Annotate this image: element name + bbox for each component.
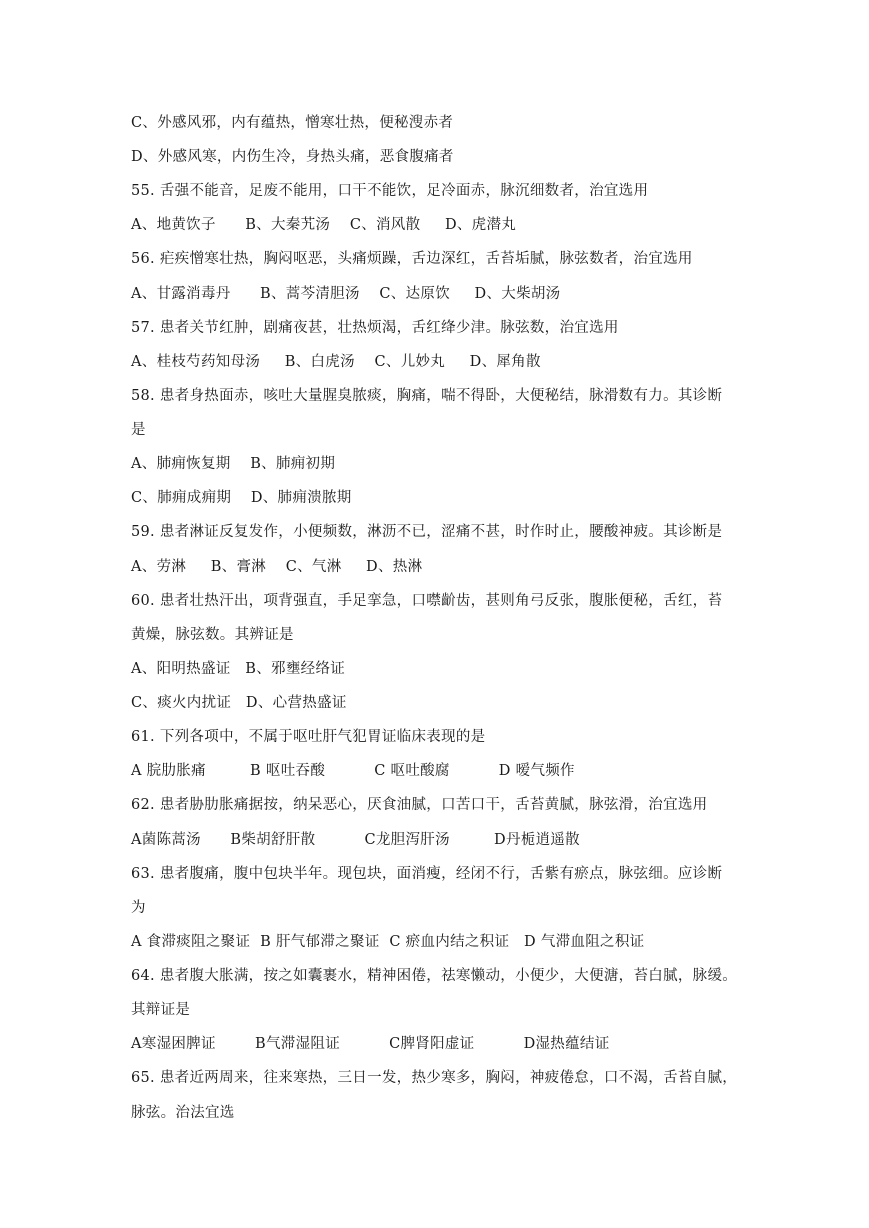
question-57: 57. 患者关节红肿，剧痛夜甚，壮热烦渴，舌红绛少津。脉弦数，治宜选用 (131, 320, 619, 336)
text-line: D、外感风寒，内伤生冷，身热头痛，恶食腹痛者 (131, 149, 454, 165)
question-65: 65. 患者近两周来，往来寒热，三日一发，热少寒多，胸闷，神疲倦怠，口不渴，舌苔自腻， (131, 1070, 738, 1086)
question-62: 62. 患者胁肋胀痛据按，纳呆恶心，厌食油腻，口苦口干，舌苔黄腻，脉弦滑，治宜选用 (131, 797, 708, 813)
question-56: 56. 疟疾憎寒壮热，胸闷呕恶，头痛烦躁，舌边深红，舌苔垢腻，脉弦数者，治宜选用 (131, 251, 693, 267)
question-58-cont: 是 (131, 422, 146, 438)
question-60: 60. 患者壮热汗出，项背强直，手足挛急，口噤齘齿，甚则角弓反张，腹胀便秘，舌红，苔 (131, 593, 723, 609)
options-63: A 食滞痰阻之聚证 B 肝气郁滞之聚证 C 瘀血内结之积证 D 气滞血阻之积证 (131, 934, 645, 950)
options-58: A、肺痈恢复期 B、肺痈初期 (131, 456, 336, 472)
options-57: A、桂枝芍药知母汤 B、白虎汤 C、儿妙丸 D、犀角散 (131, 354, 541, 370)
question-55: 55. 舌强不能音，足废不能用，口干不能饮，足冷面赤，脉沉细数者，治宜选用 (131, 183, 649, 199)
question-60-cont: 黄燥，脉弦数。其辨证是 (131, 627, 294, 643)
options-56: A、甘露消毒丹 B、蒿芩清胆汤 C、达原饮 D、大柴胡汤 (131, 286, 561, 302)
options-59: A、劳淋 B、膏淋 C、气淋 D、热淋 (131, 559, 423, 575)
options-62: A菌陈蒿汤 B柴胡舒肝散 C龙胆泻肝汤 D丹栀逍遥散 (131, 832, 580, 848)
options-55: A、地黄饮子 B、大秦艽汤 C、消风散 D、虎潜丸 (131, 217, 517, 233)
options-61: A 脘肋胀痛 B 呕吐吞酸 C 呕吐酸腐 D 嗳气频作 (131, 763, 575, 779)
text-line: C、外感风邪，内有蕴热，憎寒壮热，便秘溲赤者 (131, 115, 454, 131)
question-64: 64. 患者腹大胀满，按之如囊裹水，精神困倦，祛寒懒动，小便少，大便溏，苔白腻，脉缓。 (131, 968, 738, 984)
options-60: C、痰火内扰证 D、心营热盛证 (131, 695, 347, 711)
question-63: 63. 患者腹痛，腹中包块半年。现包块，面消瘦，经闭不行，舌紫有瘀点，脉弦细。应诊断 (131, 866, 723, 882)
options-60: A、阳明热盛证 B、邪壅经络证 (131, 661, 346, 677)
question-59: 59. 患者淋证反复发作，小便频数，淋沥不已，涩痛不甚，时作时止，腰酸神疲。其诊断是 (131, 524, 723, 540)
options-58: C、肺痈成痈期 D、肺痈溃脓期 (131, 490, 352, 506)
question-64-cont: 其辩证是 (131, 1002, 191, 1018)
options-64: A寒湿困脾证 B气滞湿阻证 C脾肾阳虚证 D湿热蕴结证 (131, 1036, 610, 1052)
question-58: 58. 患者身热面赤，咳吐大量腥臭脓痰，胸痛，喘不得卧，大便秘结，脉滑数有力。其诊断 (131, 388, 723, 404)
question-65-cont: 脉弦。治法宜选 (131, 1105, 235, 1121)
question-61: 61. 下列各项中，不属于呕吐肝气犯胃证临床表现的是 (131, 729, 486, 745)
question-63-cont: 为 (131, 900, 146, 916)
